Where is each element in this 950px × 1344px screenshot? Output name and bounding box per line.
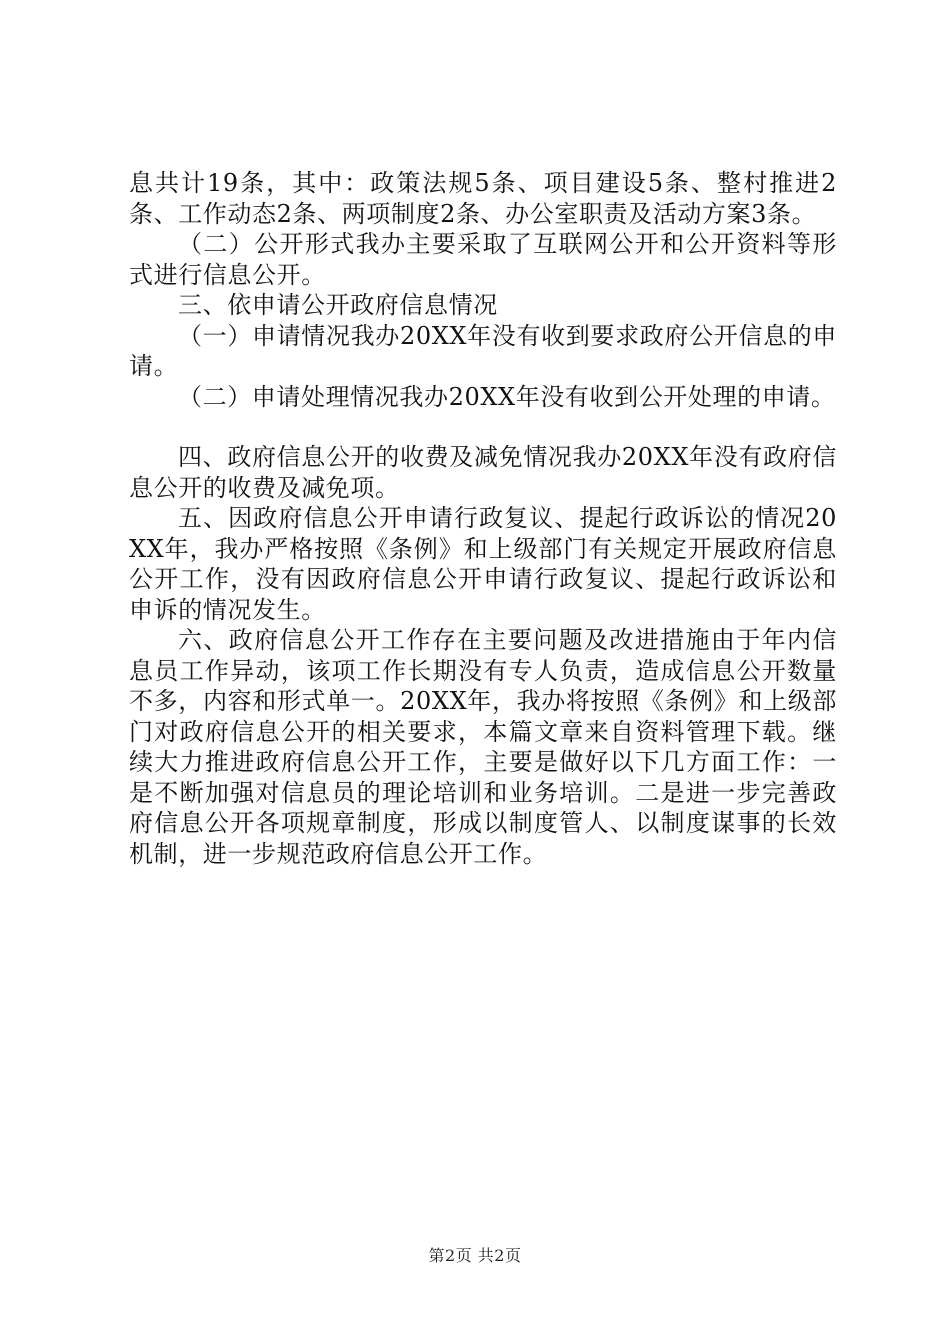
paragraph-gap xyxy=(129,412,837,442)
document-body xyxy=(129,168,837,869)
section-heading-by-request: 三、依申请公开政府信息情况 xyxy=(178,291,498,319)
paragraph-fees: 四、政府信息公开的收费及减免情况我办20XX年没有政府信息公开的收费及减免项。 xyxy=(129,443,837,502)
paragraph-request-status: （一）申请情况我办20XX年没有收到要求政府公开信息的申请。 xyxy=(129,321,837,380)
page-footer: 第2页 共2页 xyxy=(428,1246,522,1265)
paragraph-problems-improvements: 六、政府信息公开工作存在主要问题及改进措施由于年内信息员工作异动，该项工作长期没有专人负责，造成信息公开数量不多，内容和形式单一。20XX年，我办将按照《条例》和上级部门对政府信息公开的相关要求，本篇文章来自资料管理下载。继续大力推进政府信息公开工作，主要是做好以下几方面工作：一是不断加强对信息员的理论培训和业务培训。二是进一步完善政府信息公开各项规章制度，形成以制度管人、以制度谋事的长效机制，进一步规范政府信息公开工作。 xyxy=(129,626,837,868)
paragraph-continued-stats: 息共计19条，其中：政策法规5条、项目建设5条、整村推进2条、工作动态2条、两项制度2条、办公室职责及活动方案3条。 xyxy=(129,169,837,228)
paragraph-disclosure-form: （二）公开形式我办主要采取了互联网公开和公开资料等形式进行信息公开。 xyxy=(129,230,837,289)
paragraph-request-handling: （二）申请处理情况我办20XX年没有收到公开处理的申请。 xyxy=(178,382,836,411)
paragraph-reviews-litigation: 五、因政府信息公开申请行政复议、提起行政诉讼的情况20XX年，我办严格按照《条例》和上级部门有关规定开展政府信息公开工作，没有因政府信息公开申请行政复议、提起行政诉讼和申诉的情况发生。 xyxy=(129,504,837,624)
